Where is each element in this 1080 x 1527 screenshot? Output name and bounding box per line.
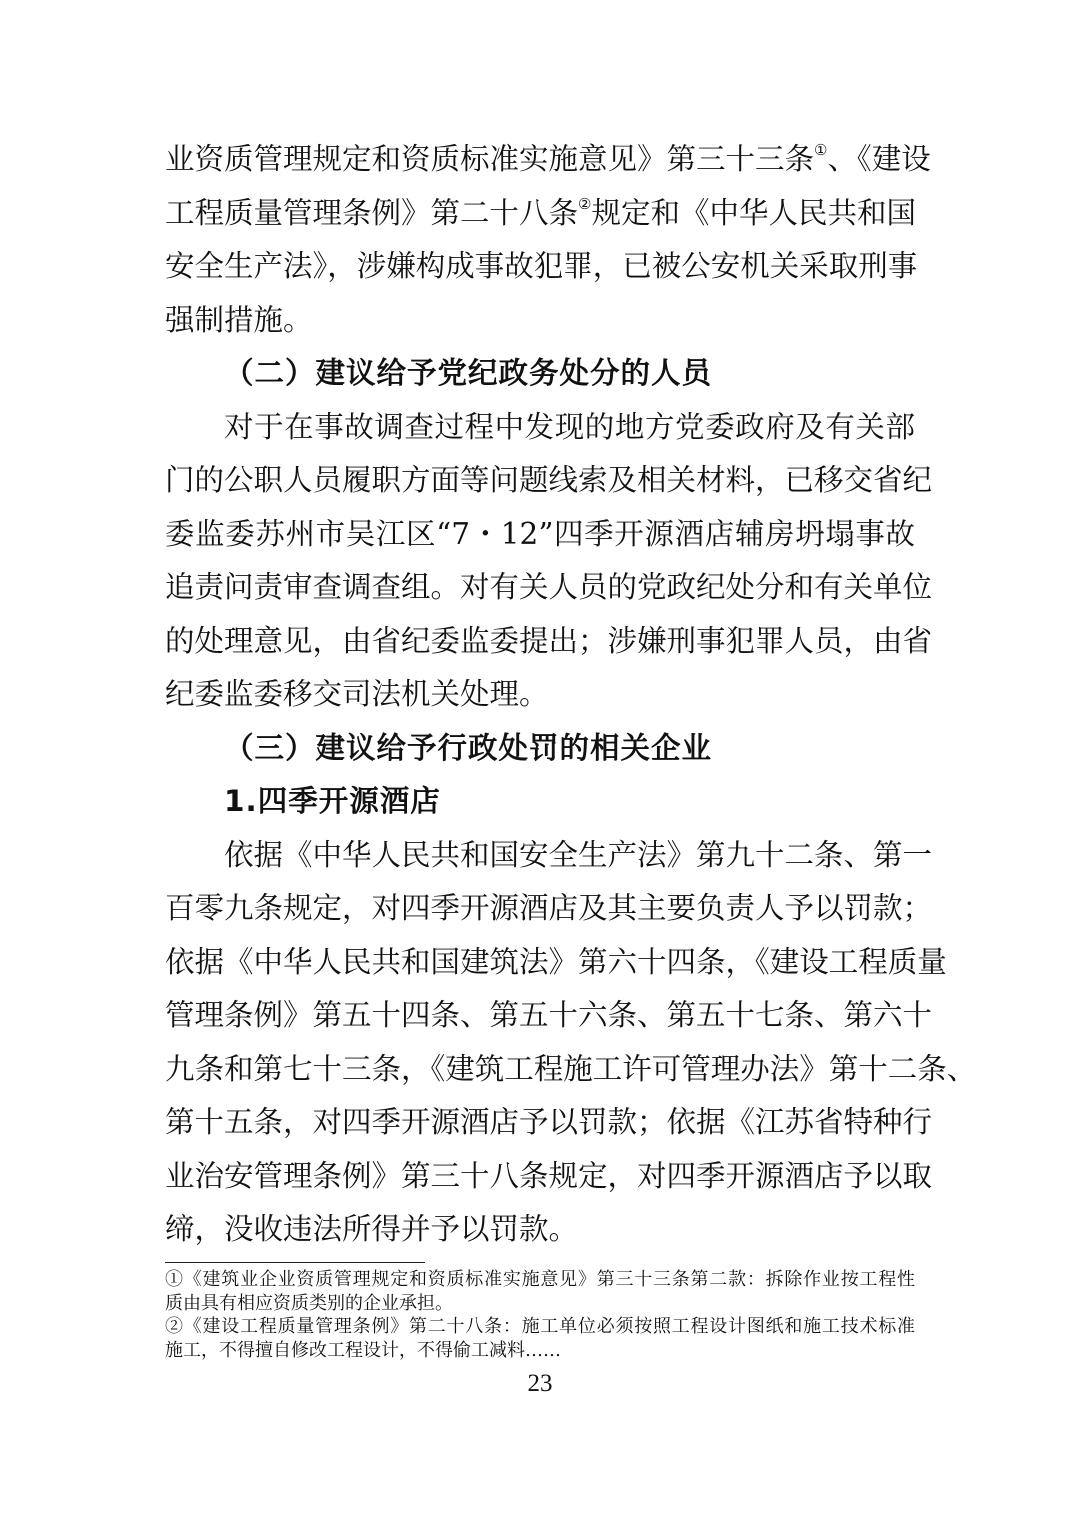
text-line: 缔，没收违法所得并予以罚款。 [165, 1212, 579, 1246]
footnote-line: 施工，不得擅自修改工程设计，不得偷工减料…… [165, 1339, 561, 1361]
section-heading-2: （二）建议给予党纪政务处分的人员 [224, 356, 713, 390]
footnote-line: ②《建设工程质量管理条例》第二十八条：施工单位必须按照工程设计图纸和施工技术标准 [165, 1316, 915, 1337]
text-line: 的处理意见，由省纪委监委提出；涉嫌刑事犯罪人员，由省 [165, 623, 933, 658]
text-line [165, 187, 915, 241]
text-line: 百零九条规定，对四季开源酒店及其主要负责人予以罚款； [165, 891, 933, 925]
footnote-2 [165, 1315, 915, 1362]
text-line: 强制措施。 [165, 302, 313, 337]
text-line: 对于在事故调查过程中发现的地方党委政府及有关部 [224, 409, 915, 444]
text-segment: 规定和《中华人民共和国 [591, 195, 916, 230]
footnote-1 [165, 1268, 915, 1315]
text-segment: 业资质管理规定和资质标准实施意见》第三十三条 [165, 142, 815, 176]
text-line [165, 133, 931, 187]
text-line: 委监委苏州市吴江区“7・12”四季开源酒店辅房坍塌事故 [165, 516, 915, 551]
text-line: 追责问责审查调查组。对有关人员的党政纪处分和有关单位 [165, 570, 933, 604]
footnote-ref-1[interactable]: ① [814, 141, 828, 159]
paragraph-administrative-penalty [165, 829, 977, 1257]
text-segment: 、《建设 [827, 142, 931, 176]
footnote-divider [165, 1262, 425, 1263]
text-line: 安全生产法》，涉嫌构成事故犯罪，已被公安机关采取刑事 [165, 249, 918, 283]
page-number: 23 [527, 1370, 553, 1397]
footnote-line: ①《建筑业企业资质管理规定和资质标准实施意见》第三十三条第二款：拆除作业按工程性 [165, 1269, 915, 1290]
paragraph-continued [165, 133, 931, 347]
body-text [165, 133, 977, 1257]
footnote-line: 质由具有相应资质类别的企业承担。 [165, 1292, 453, 1314]
text-line: 九条和第七十三条，《建筑工程施工许可管理办法》第十二条、 [165, 1051, 977, 1086]
text-segment: 工程质量管理条例》第二十八条 [165, 195, 579, 230]
text-line: 门的公职人员履职方面等问题线索及相关材料，已移交省纪 [165, 463, 933, 497]
footnote-ref-2[interactable]: ② [578, 194, 592, 213]
subsection-heading-hotel: 1.四季开源酒店 [224, 784, 441, 818]
paragraph-party-discipline [165, 401, 933, 722]
footnotes [165, 1268, 915, 1362]
text-line: 纪委监委移交司法机关处理。 [165, 677, 549, 711]
text-line: 业治安管理条例》第三十八条规定，对四季开源酒店予以取 [165, 1158, 933, 1193]
text-line: 管理条例》第五十四条、第五十六条、第五十七条、第六十 [165, 998, 933, 1032]
section-heading-3: （三）建议给予行政处罚的相关企业 [224, 730, 713, 765]
text-line: 依据《中华人民共和国安全生产法》第九十二条、第一 [224, 837, 933, 872]
text-line: 依据《中华人民共和国建筑法》第六十四条，《建设工程质量 [165, 944, 947, 979]
text-line: 第十五条，对四季开源酒店予以罚款；依据《江苏省特种行 [165, 1105, 933, 1139]
